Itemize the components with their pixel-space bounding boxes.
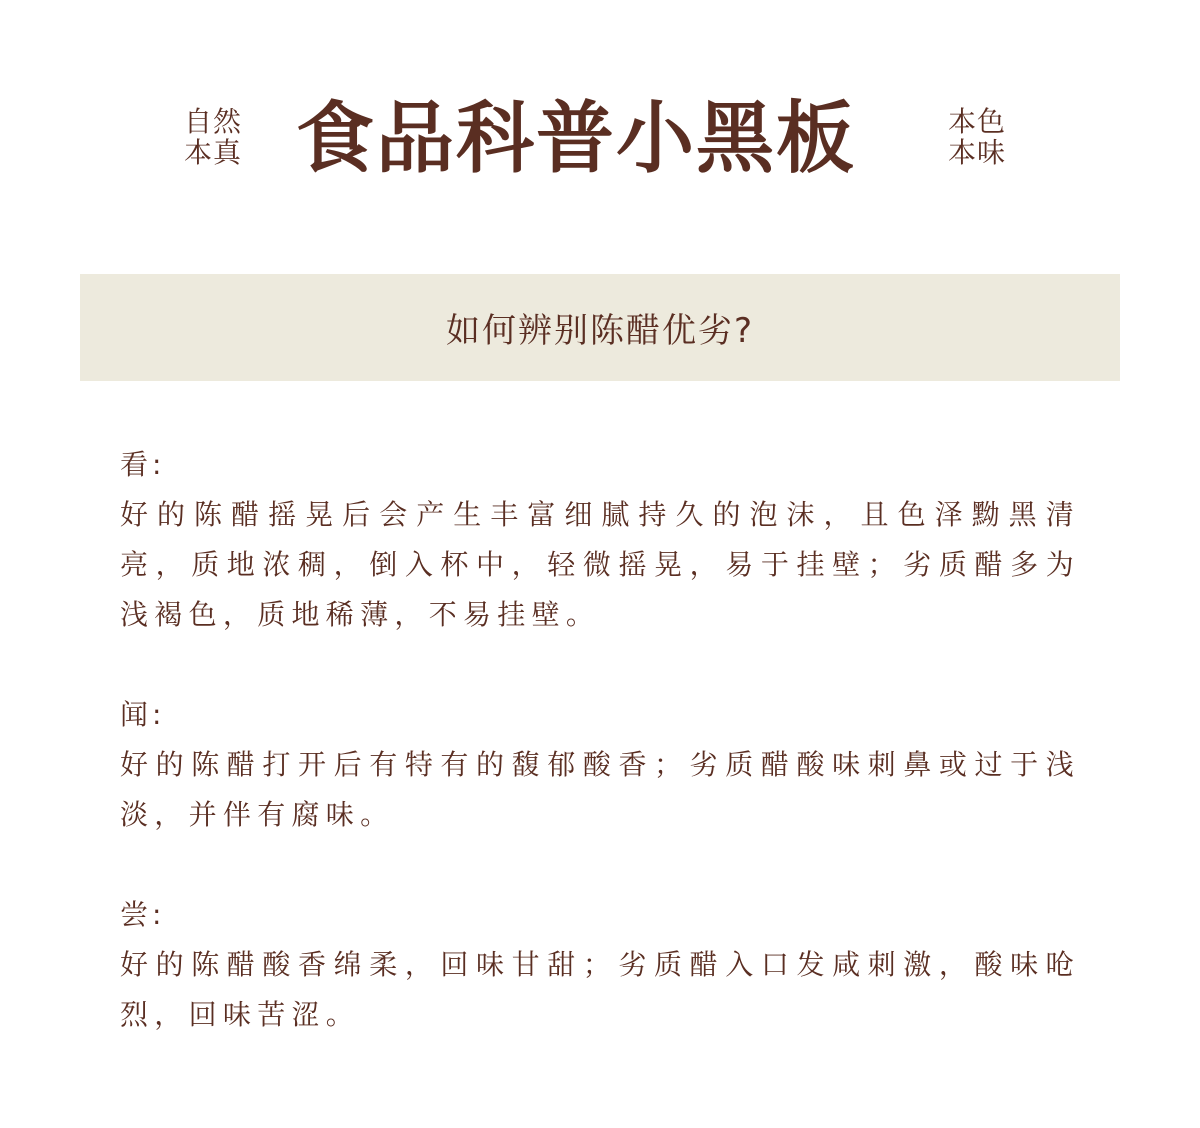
right-tag <box>948 106 1018 168</box>
page-header <box>0 92 1200 188</box>
content-area <box>120 440 1080 1090</box>
left-tag-line-1: 自然 <box>184 105 243 138</box>
section-text: 好的陈醋酸香绵柔，回味甘甜；劣质醋入口发咸刺激，酸味呛烈，回味苦涩。 <box>120 948 1080 1031</box>
section-look <box>120 440 1080 640</box>
section-text: 好的陈醋摇晃后会产生丰富细腻持久的泡沫，且色泽黝黑清亮，质地浓稠，倒入杯中，轻微摇晃，易于挂壁；劣质醋多为浅褐色，质地稀薄，不易挂壁。 <box>120 498 1080 631</box>
right-tag-line-1: 本色 <box>948 105 1007 138</box>
section-label: 尝: <box>120 898 166 931</box>
section-text: 好的陈醋打开后有特有的馥郁酸香；劣质醋酸味刺鼻或过于浅淡，并伴有腐味。 <box>120 748 1080 831</box>
section-taste <box>120 890 1080 1040</box>
section-smell <box>120 690 1080 840</box>
left-tag-line-2: 本真 <box>184 136 243 169</box>
question-banner <box>80 274 1120 381</box>
section-label: 闻: <box>120 698 166 731</box>
right-tag-line-2: 本味 <box>948 136 1007 169</box>
question-text: 如何辨别陈醋优劣? <box>445 311 755 351</box>
left-tag <box>184 106 254 168</box>
page-title: 食品科普小黑板 <box>296 93 857 184</box>
section-label: 看: <box>120 448 166 481</box>
